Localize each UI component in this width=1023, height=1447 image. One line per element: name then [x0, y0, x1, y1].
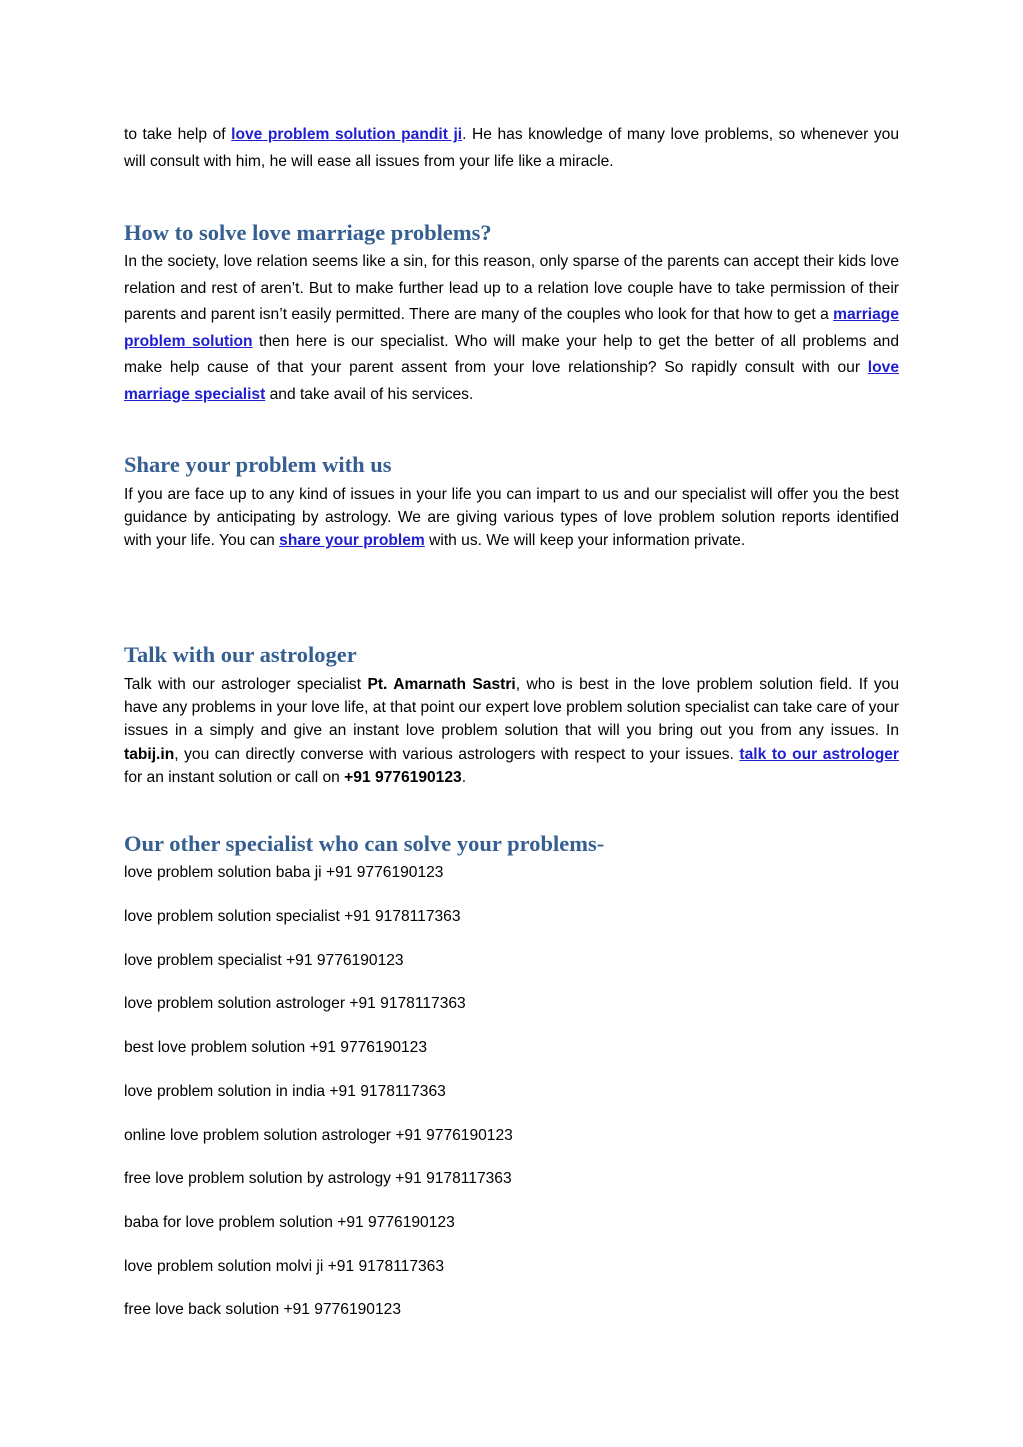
list-item: baba for love problem solution +91 9776190123	[124, 1214, 455, 1231]
heading-love-marriage: How to solve love marriage problems?	[124, 220, 492, 245]
phone-number: +91 9776190123	[344, 768, 462, 786]
list-item: love problem specialist +91 9776190123	[124, 952, 404, 969]
list-item: online love problem solution astrologer +91 9776190123	[124, 1127, 513, 1144]
list-item: best love problem solution +91 9776190123	[124, 1039, 428, 1056]
list-item: free love back solution +91 9776190123	[124, 1301, 402, 1318]
heading-other-specialists: Our other specialist who can solve your problems-	[124, 831, 605, 856]
share-problem-text-1: If you are face up to any kind of issues in your life you can impart to us and our specialist will offer you the best guidance by anticipating by astrology. We are giving various types of love problem solution reports identified with your life. You can	[124, 486, 899, 550]
love-problem-solution-pandit-ji-link[interactable]: love problem solution pandit ji	[231, 126, 463, 143]
share-problem-text-2: with us. We will keep your information private.	[424, 532, 746, 550]
heading-share-problem: Share your problem with us	[124, 452, 392, 477]
intro-text-1: to take help of	[124, 126, 232, 143]
talk-to-our-astrologer-link[interactable]: talk to our astrologer	[739, 745, 900, 763]
intro-paragraph	[124, 122, 899, 175]
love-marriage-specialist-link[interactable]: love marriage specialist	[124, 359, 899, 403]
list-item: love problem solution molvi ji +91 9178117363	[124, 1258, 445, 1275]
love-marriage-text-1: In the society, love relation seems like a sin, for this reason, only sparse of the parents can accept their kids love relation and rest of aren’t. But to make further lead up to a relation love couple have to take permission of their parents and parent isn’t easily permitted. There are many of the couples who look for that how to get a	[124, 253, 899, 324]
list-item: love problem solution astrologer +91 9178117363	[124, 995, 466, 1012]
list-item: love problem solution baba ji +91 9776190123	[124, 864, 444, 881]
astrologer-name: Pt. Amarnath Sastri	[367, 676, 516, 693]
talk-text-2: , who is best in the love problem solution field. If you have any problems in your love life, at that point our expert love problem solution specialist can take care of your issues in a simply and give an instant love problem solution that will you bring out you from any issues. In	[124, 676, 899, 740]
talk-text-3: , you can directly converse with various astrologers with respect to your issues.	[174, 745, 740, 763]
talk-text-5: .	[461, 768, 467, 786]
love-marriage-text-2: then here is our specialist. Who will make your help to get the better of all problems and make help cause of that your parent assent from your love relationship? So rapidly consult with our	[124, 332, 900, 377]
intro-text-2: . He has knowledge of many love problems, so whenever you will consult with him, he will ease all issues from your life like a miracle.	[124, 126, 900, 170]
marriage-problem-solution-link[interactable]: marriage problem solution	[124, 306, 899, 350]
heading-talk-astrologer: Talk with our astrologer	[124, 642, 357, 667]
list-item: love problem solution specialist +91 9178117363	[124, 908, 461, 925]
love-marriage-text-3: and take avail of his services.	[265, 385, 474, 403]
list-item: love problem solution in india +91 9178117363	[124, 1083, 446, 1100]
share-problem-paragraph	[124, 483, 899, 553]
talk-text-4: for an instant solution or call on	[124, 768, 345, 786]
talk-astrologer-paragraph	[124, 673, 899, 789]
list-item: free love problem solution by astrology +91 9178117363	[124, 1170, 512, 1187]
talk-text-1: Talk with our astrologer specialist	[124, 676, 368, 693]
share-your-problem-link[interactable]: share your problem	[279, 532, 425, 550]
site-name: tabij.in	[124, 745, 175, 763]
love-marriage-paragraph	[124, 249, 899, 409]
